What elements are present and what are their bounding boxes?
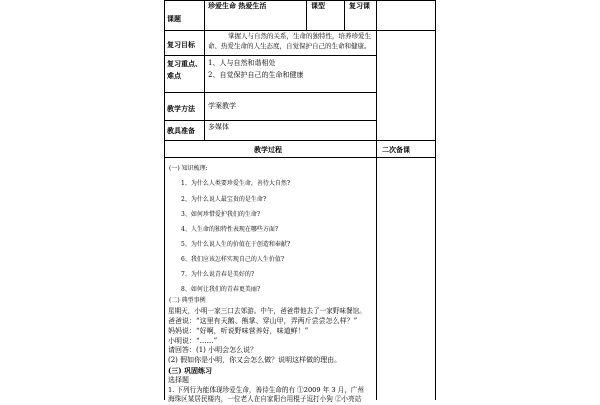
table-rule — [376, 0, 377, 400]
case-line: 星期天，小明一家三口去郊游。中午，爸爸带他去了一家野味餐馆。 — [168, 307, 366, 315]
topic-label: 课题 — [167, 14, 181, 23]
tools-value: 多媒体 — [208, 123, 229, 131]
key-points-label-line1: 复习重点、 — [167, 59, 202, 68]
practice-line: 海珠区某居民楼内，一位老人在自家阳台用棍子逗打小狗 ②小亮站 — [168, 395, 362, 403]
case-line: 请回答：(1) 小明会怎么说？ — [168, 346, 258, 354]
table-rule — [435, 0, 436, 400]
table-rule — [164, 140, 436, 141]
table-rule — [204, 0, 205, 140]
knowledge-title: (一) 知识梳理: — [169, 165, 208, 172]
case-line: (2) 假如你是小明，你又会怎么做？说明这样做的理由。 — [168, 356, 342, 364]
case-line: 爸爸说：“这里有天鹅、熊掌、穿山甲，弄两斤尝尝怎么样？” — [168, 317, 358, 325]
practice-subtitle: 选择题 — [168, 376, 189, 384]
key-points-label-line2: 难点 — [167, 71, 181, 80]
table-rule — [164, 0, 165, 400]
method-value: 学案教学 — [208, 102, 236, 110]
method-label: 教学方法 — [167, 104, 195, 113]
knowledge-question: 6、我们应该怎样实现自己的人生价值? — [181, 256, 285, 263]
case-line: 妈妈说：“好啊，听说野味营养好，味道鲜！” — [168, 327, 309, 335]
knowledge-question: 7、为什么说青春是美好的? — [181, 271, 255, 278]
knowledge-question: 5、为什么说人生的价值在于创造和奉献? — [181, 241, 291, 248]
knowledge-question: 1、为什么人类要珍爱生命，善待大自然? — [181, 180, 291, 187]
table-rule — [164, 55, 376, 56]
table-rule — [164, 157, 436, 158]
lesson-type-value: 复习课 — [349, 1, 370, 10]
topic-value: 珍爱生命 热爱生活 — [208, 1, 267, 10]
goals-text: 掌握人与自然的关系，生命的独特性，培养珍爱生命、热爱生命的人生态度，自觉保护自己的生命和健康。 — [208, 32, 371, 50]
tools-label: 教具准备 — [167, 126, 195, 135]
table-rule — [306, 0, 307, 30]
knowledge-question: 4、人生命的独特性表现在哪些方面? — [181, 226, 279, 233]
table-rule — [164, 92, 376, 93]
table-rule — [164, 120, 376, 121]
second-prep-title: 二次备课 — [382, 145, 410, 154]
key-point-item: 2、自觉保护自己的生命和健康 — [208, 71, 304, 79]
cases-title: (二) 典型事例 — [169, 297, 206, 304]
knowledge-question: 8、如何让我们的青春更美丽? — [181, 286, 261, 293]
goals-label: 复习目标 — [167, 40, 195, 49]
practice-line: 1. 下列行为能体现珍爱生命，善待生命的有 ①2009 年 3 月，广州 — [168, 386, 364, 394]
knowledge-question: 2、为什么说人最宝贵的是生命? — [181, 196, 267, 203]
key-point-item: 1、人与自然和谐相处 — [208, 59, 276, 67]
process-title: 教学过程 — [254, 145, 282, 154]
lesson-plan-table — [164, 0, 436, 403]
lesson-type-label: 课型 — [311, 1, 325, 10]
table-rule — [344, 0, 345, 30]
case-line: 小明说：“……” — [168, 337, 218, 345]
knowledge-question: 3、如何珍惜爱护我们的生命? — [181, 211, 261, 218]
practice-title: (三) 巩固练习 — [168, 366, 213, 375]
